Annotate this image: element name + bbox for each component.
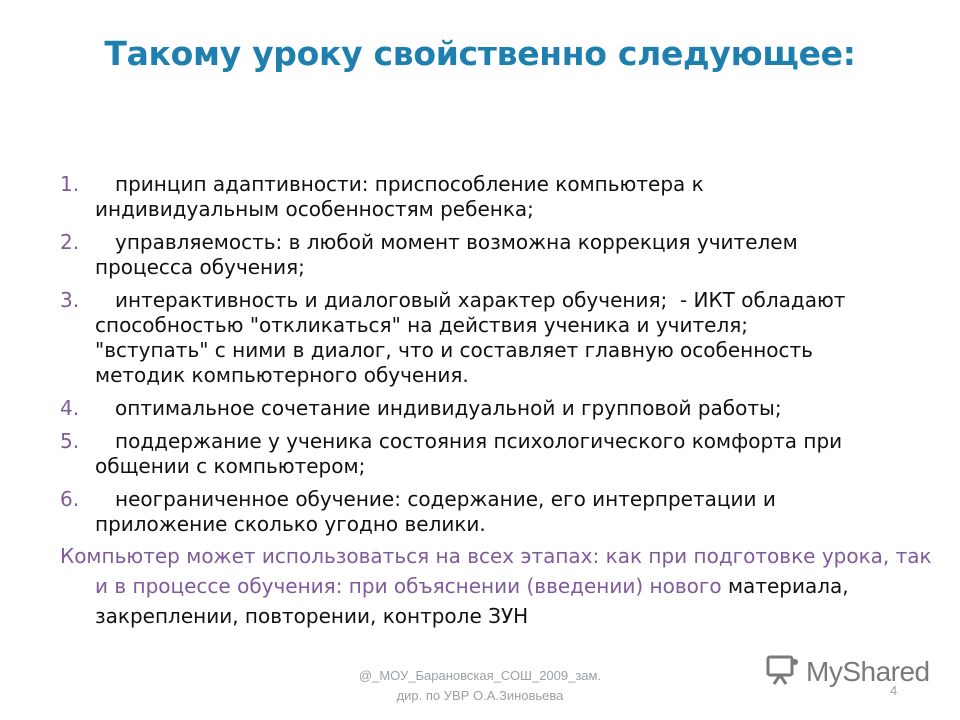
- page-number: 4: [890, 683, 898, 698]
- list-item-text: интерактивность и диалоговый характер обучения; - ИКТ обладают способностью "откликаться" на действия ученика и учителя; "вступать" с ними в диалог, что и составляет главную особенность методик компьютерного обучения.: [95, 288, 846, 387]
- numbered-list: [60, 172, 910, 545]
- list-item-text: неограниченное обучение: содержание, его интерпретации и приложение сколько угодно велики.: [95, 487, 776, 536]
- list-item-text: поддержание у ученика состояния психологического комфорта при общении с компьютером;: [95, 429, 843, 478]
- footer-line-1: @_МОУ_Барановская_СОШ_2009_зам.: [358, 668, 602, 683]
- list-item: [60, 230, 910, 280]
- list-item: [60, 487, 910, 537]
- list-item-number: 3.: [60, 288, 80, 312]
- list-item-number: 6.: [60, 487, 80, 511]
- list-item-number: 5.: [60, 429, 80, 453]
- summary-paragraph: [60, 541, 945, 631]
- presentation-board-icon: [766, 654, 800, 690]
- footer-line-2: дир. по УВР О.А.Зиновьева: [396, 688, 564, 703]
- list-item-text: управляемость: в любой момент возможна коррекция учителем процесса обучения;: [95, 230, 798, 279]
- list-item: [60, 396, 910, 421]
- list-item: [60, 172, 910, 222]
- slide-title: Такому уроку свойственно следующее:: [104, 34, 856, 73]
- summary-rest: материала, закреплении, повторении, контроле ЗУН: [95, 574, 849, 628]
- list-item-number: 1.: [60, 172, 80, 196]
- list-item-text: принцип адаптивности: приспособление компьютера к индивидуальным особенностям ребенка;: [95, 172, 704, 221]
- list-item: [60, 429, 910, 479]
- list-item-text: оптимальное сочетание индивидуальной и групповой работы;: [115, 396, 782, 420]
- slide-footer: [330, 666, 630, 706]
- summary-lead: Компьютер может использоваться на всех этапах: как при подготовке урока, так и в процессе обучения: при объяснении (введении) нового: [60, 544, 932, 598]
- logo-text: MyShared: [806, 656, 930, 687]
- list-item-number: 4.: [60, 396, 80, 420]
- myshared-logo[interactable]: [766, 654, 930, 690]
- list-item-number: 2.: [60, 230, 80, 254]
- list-item: [60, 288, 910, 388]
